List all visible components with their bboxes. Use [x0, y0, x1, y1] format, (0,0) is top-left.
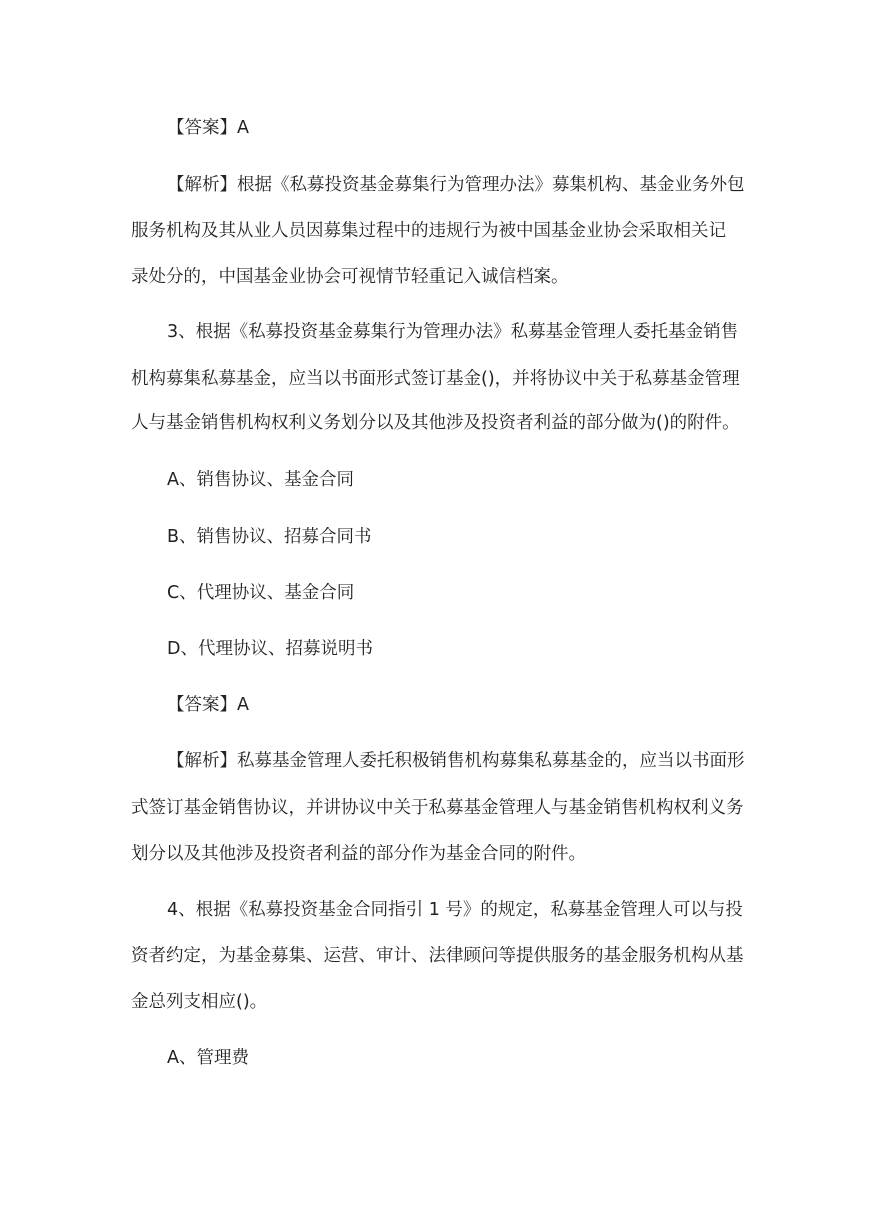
question-4-line: 4、根据《私募投资基金合同指引 1 号》的规定，私募基金管理人可以与投 [167, 900, 743, 920]
option-d: D、代理协议、招募说明书 [167, 639, 373, 659]
option-c: C、代理协议、基金合同 [167, 583, 355, 603]
question-3-line: 人与基金销售机构权利义务划分以及其他涉及投资者利益的部分做为()的附件。 [131, 413, 740, 433]
analysis-line: 式签订基金销售协议，并讲协议中关于私募基金管理人与基金销售机构权利义务 [131, 798, 744, 818]
analysis-line: 划分以及其他涉及投资者利益的部分作为基金合同的附件。 [131, 844, 586, 864]
analysis-line: 【解析】根据《私募投资基金募集行为管理办法》募集机构、基金业务外包 [167, 175, 745, 195]
question-4-line: 资者约定，为基金募集、运营、审计、法律顾问等提供服务的基金服务机构从基 [131, 946, 744, 966]
answer-label: 【答案】A [167, 118, 249, 138]
question-3-line: 机构募集私募基金，应当以书面形式签订基金()，并将协议中关于私募基金管理 [131, 369, 740, 389]
analysis-line: 服务机构及其从业人员因募集过程中的违规行为被中国基金业协会采取相关记 [131, 221, 726, 241]
option-a: A、销售协议、基金合同 [167, 470, 354, 490]
question-4-line: 金总列支相应()。 [131, 992, 268, 1012]
question-3-line: 3、根据《私募投资基金募集行为管理办法》私募基金管理人委托基金销售 [167, 322, 739, 342]
option-a: A、管理费 [167, 1048, 249, 1068]
option-b: B、销售协议、招募合同书 [167, 527, 372, 547]
answer-label: 【答案】A [167, 695, 249, 715]
analysis-line: 【解析】私募基金管理人委托积极销售机构募集私募基金的，应当以书面形 [167, 751, 745, 771]
analysis-line: 录处分的，中国基金业协会可视情节轻重记入诚信档案。 [131, 267, 569, 287]
